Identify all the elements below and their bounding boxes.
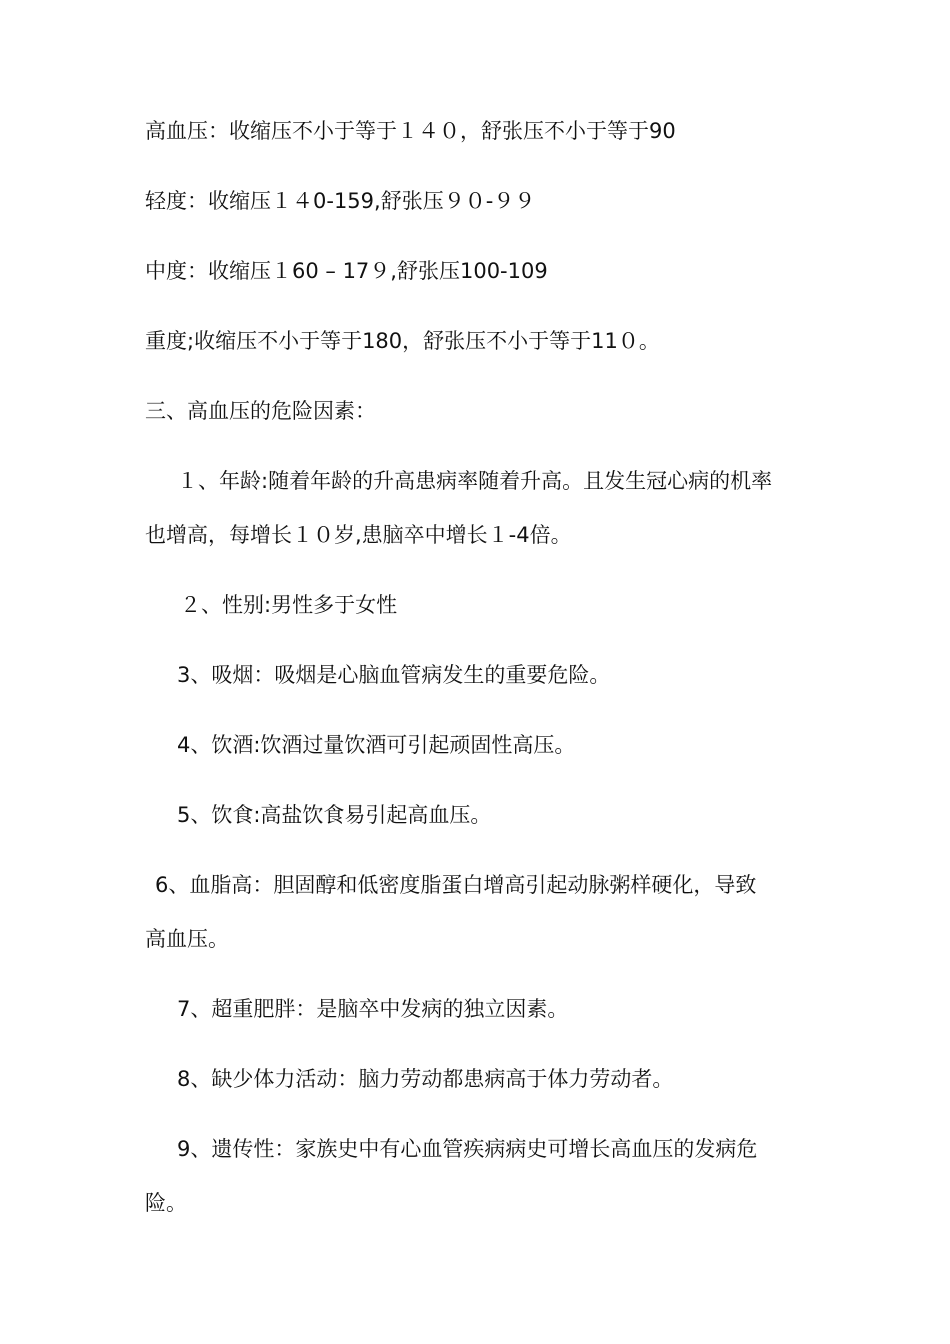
risk-factor-obesity: 7、超重肥胖：是脑卒中发病的独立因素。 <box>177 997 569 1021</box>
risk-factor-age: １、年龄:随着年龄的升高患病率随着升高。且发生冠心病的机率 <box>177 469 773 493</box>
risk-factor-heredity: 9、遗传性：家族史中有心血管疾病病史可增长高血压的发病危 <box>177 1137 758 1161</box>
hypertension-definition: 高血压：收缩压不小于等于１４０，舒张压不小于等于90 <box>145 119 676 143</box>
moderate-grade: 中度：收缩压１60 – 17９,舒张压100-109 <box>145 259 548 283</box>
mild-grade: 轻度：收缩压１４0-159,舒张压９０-９９ <box>145 189 536 213</box>
risk-factor-smoking: 3、吸烟：吸烟是心脑血管病发生的重要危险。 <box>177 663 611 687</box>
risk-factor-heredity-continued: 险。 <box>145 1191 187 1215</box>
section-title: 三、高血压的危险因素： <box>145 399 376 423</box>
risk-factor-gender: ２、性别:男性多于女性 <box>180 593 398 617</box>
risk-factor-blood-lipids-continued: 高血压。 <box>145 927 229 951</box>
severe-grade: 重度;收缩压不小于等于180，舒张压不小于等于11０。 <box>145 329 660 353</box>
risk-factor-physical-activity: 8、缺少体力活动：脑力劳动都患病高于体力劳动者。 <box>177 1067 674 1091</box>
risk-factor-blood-lipids: 6、血脂高：胆固醇和低密度脂蛋白增高引起动脉粥样硬化，导致 <box>155 873 757 897</box>
risk-factor-age-continued: 也增高，每增长１０岁,患脑卒中增长１-4倍。 <box>145 523 572 547</box>
risk-factor-diet: 5、饮食:高盐饮食易引起高血压。 <box>177 803 492 827</box>
risk-factor-drinking: 4、饮酒:饮酒过量饮酒可引起顽固性高压。 <box>177 733 576 757</box>
